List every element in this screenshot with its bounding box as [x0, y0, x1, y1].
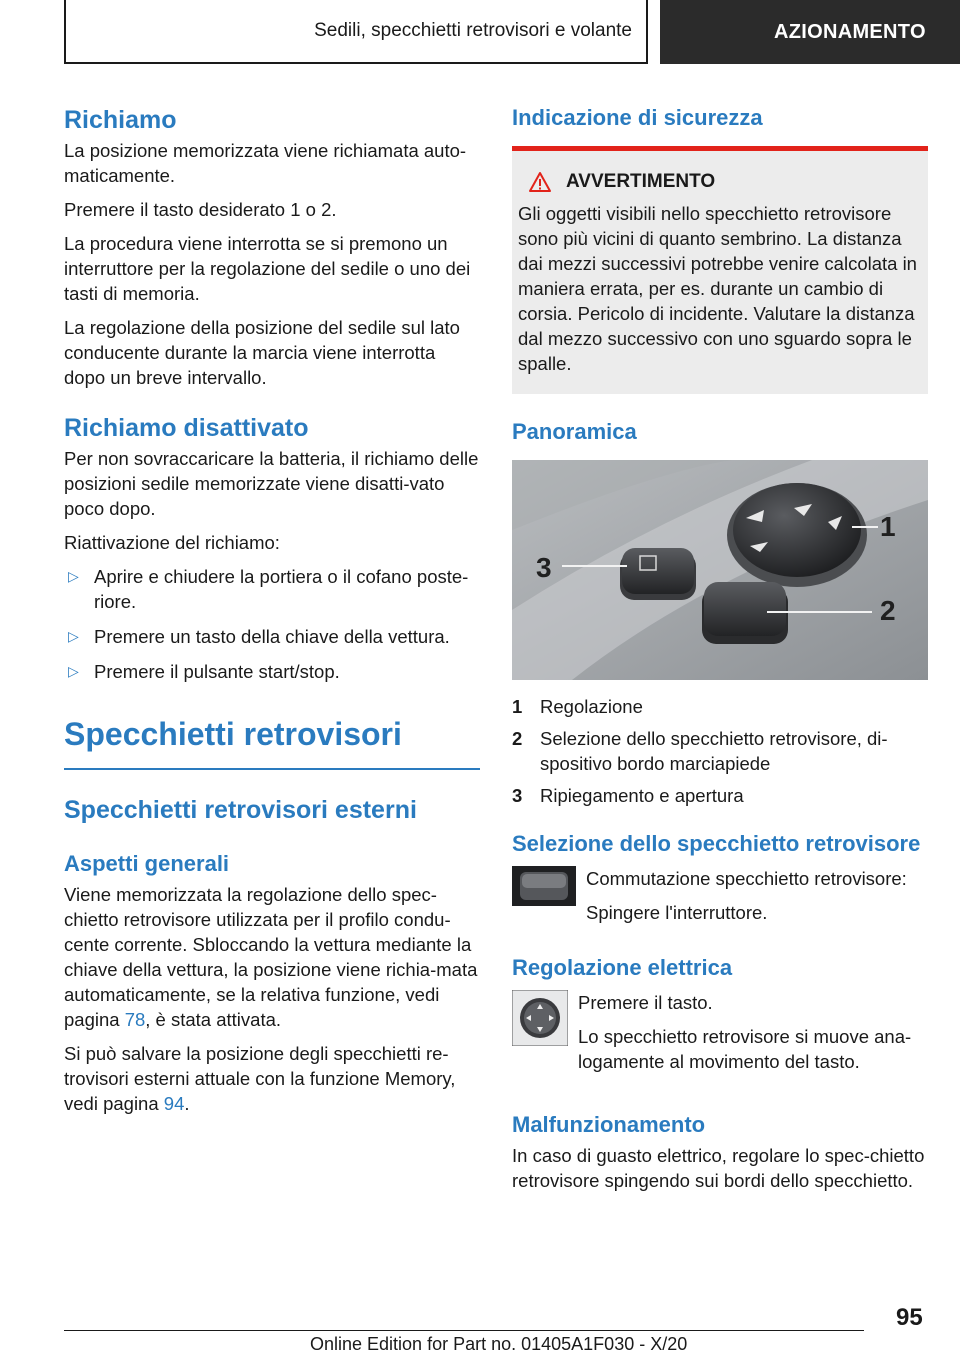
warning-text: Gli oggetti visibili nello specchietto retrovisore sono più vicini di quanto sembrino. La distanza dai mezzi successivi potrebbe venire calcolata in maniera errata, per es. durante un cambio di corsia. Pericolo di incidente. Valutare la distanza dal mezzo successivo con uno sguardo sopra le spalle.: [518, 203, 917, 374]
page-link[interactable]: 94: [163, 1093, 185, 1114]
warning-box: [512, 146, 928, 394]
warning-triangle-icon: [528, 171, 552, 193]
legend-item: 2 Selezione dello specchietto retrovisore, di-spositivo bordo marciapiede: [512, 728, 888, 774]
legend: [512, 694, 928, 808]
paragraph: La posizione memorizzata viene richiamata auto-maticamente.: [64, 140, 467, 186]
mirror-control-panel-image: [512, 460, 928, 680]
paragraph: Premere il tasto desiderato 1 o 2.: [64, 199, 337, 220]
footer-divider: [64, 1330, 864, 1331]
selezione-block: [512, 866, 928, 934]
heading-specchietti-retrovisori: Specchietti retrovisori: [64, 716, 402, 752]
legend-item: 1 Regolazione: [512, 696, 643, 717]
image-callout-label: 3: [536, 552, 552, 583]
paragraph: La regolazione della posizione del sedile sul lato conducente durante la marcia viene interrotta dopo un breve intervallo.: [64, 317, 460, 388]
right-column: [512, 100, 928, 1202]
list-item: ▷ Premere un tasto della chiave della vettura.: [64, 624, 480, 649]
triangle-bullet-icon: ▷: [68, 568, 79, 584]
list-item: ▷ Aprire e chiudere la portiera o il cofano poste-riore.: [64, 564, 480, 614]
mirror-adjust-joystick-icon: [512, 990, 568, 1046]
edition-text: Online Edition for Part no. 01405A1F030 - X/20: [310, 1334, 688, 1354]
heading-richiamo: Richiamo: [64, 106, 177, 134]
paragraph: Si può salvare la posizione degli specchietti re-trovisori esterni attuale con la funzione Memory, vedi pagina 94.: [64, 1043, 456, 1114]
chapter-tab-label: AZIONAMENTO: [774, 20, 926, 43]
legend-item: 3 Ripiegamento e apertura: [512, 785, 744, 806]
heading-malfunzionamento: Malfunzionamento: [512, 1112, 706, 1137]
paragraph: Viene memorizzata la regolazione dello spec-chietto retrovisore utilizzata per il profilo condu-cente corrente. Sbloccando la vettura mediante la chiave della vettura, la posizione viene richia-mata automaticamente, se la relativa funzione, vedi pagina 78, è stata attivata.: [64, 884, 478, 1030]
bullet-list: [64, 564, 480, 684]
paragraph: In caso di guasto elettrico, regolare lo spec-chietto retrovisore spingendo sui bordi dello specchietto.: [512, 1145, 925, 1191]
paragraph: Lo specchietto retrovisore si muove ana-logamente al movimento del tasto.: [578, 1026, 912, 1072]
image-callout-label: 2: [880, 595, 896, 626]
triangle-bullet-icon: ▷: [68, 628, 79, 644]
section-title: Sedili, specchietti retrovisori e volante: [314, 20, 632, 41]
heading-richiamo-disattivato: Richiamo disattivato: [64, 414, 309, 442]
paragraph: Premere il tasto.: [578, 992, 713, 1013]
warning-title: AVVERTIMENTO: [528, 171, 922, 193]
list-item: ▷ Premere il pulsante start/stop.: [64, 659, 480, 684]
heading-regolazione-elettrica: Regolazione elettrica: [512, 955, 733, 980]
paragraph: Spingere l'interruttore.: [586, 902, 768, 923]
triangle-bullet-icon: ▷: [68, 663, 79, 679]
heading-selezione-specchietto: Selezione dello specchietto retrovisore: [512, 831, 921, 856]
heading-indicazione-sicurezza: Indicazione di sicurezza: [512, 105, 763, 130]
paragraph: La procedura viene interrotta se si premono un interruttore per la regolazione del sedile o uno dei tasti di memoria.: [64, 233, 471, 304]
image-callout-label: 1: [880, 511, 896, 542]
page-link[interactable]: 78: [124, 1009, 146, 1030]
paragraph: Riattivazione del richiamo:: [64, 532, 280, 553]
heading-aspetti-generali: Aspetti generali: [64, 851, 230, 876]
mirror-selector-switch-icon: [512, 866, 576, 906]
left-column: [64, 100, 480, 1125]
running-header: [64, 0, 648, 64]
chapter-tab: [660, 0, 960, 64]
page-number: 95: [896, 1304, 923, 1331]
paragraph: Commutazione specchietto retrovisore:: [586, 868, 907, 889]
heading-specchietti-esterni: Specchietti retrovisori esterni: [64, 796, 417, 824]
paragraph: Per non sovraccaricare la batteria, il richiamo delle posizioni sedile memorizzate viene disatti-vato poco dopo.: [64, 448, 479, 519]
heading-divider: [64, 768, 480, 770]
regolazione-block: [512, 990, 928, 1083]
heading-panoramica: Panoramica: [512, 419, 637, 444]
